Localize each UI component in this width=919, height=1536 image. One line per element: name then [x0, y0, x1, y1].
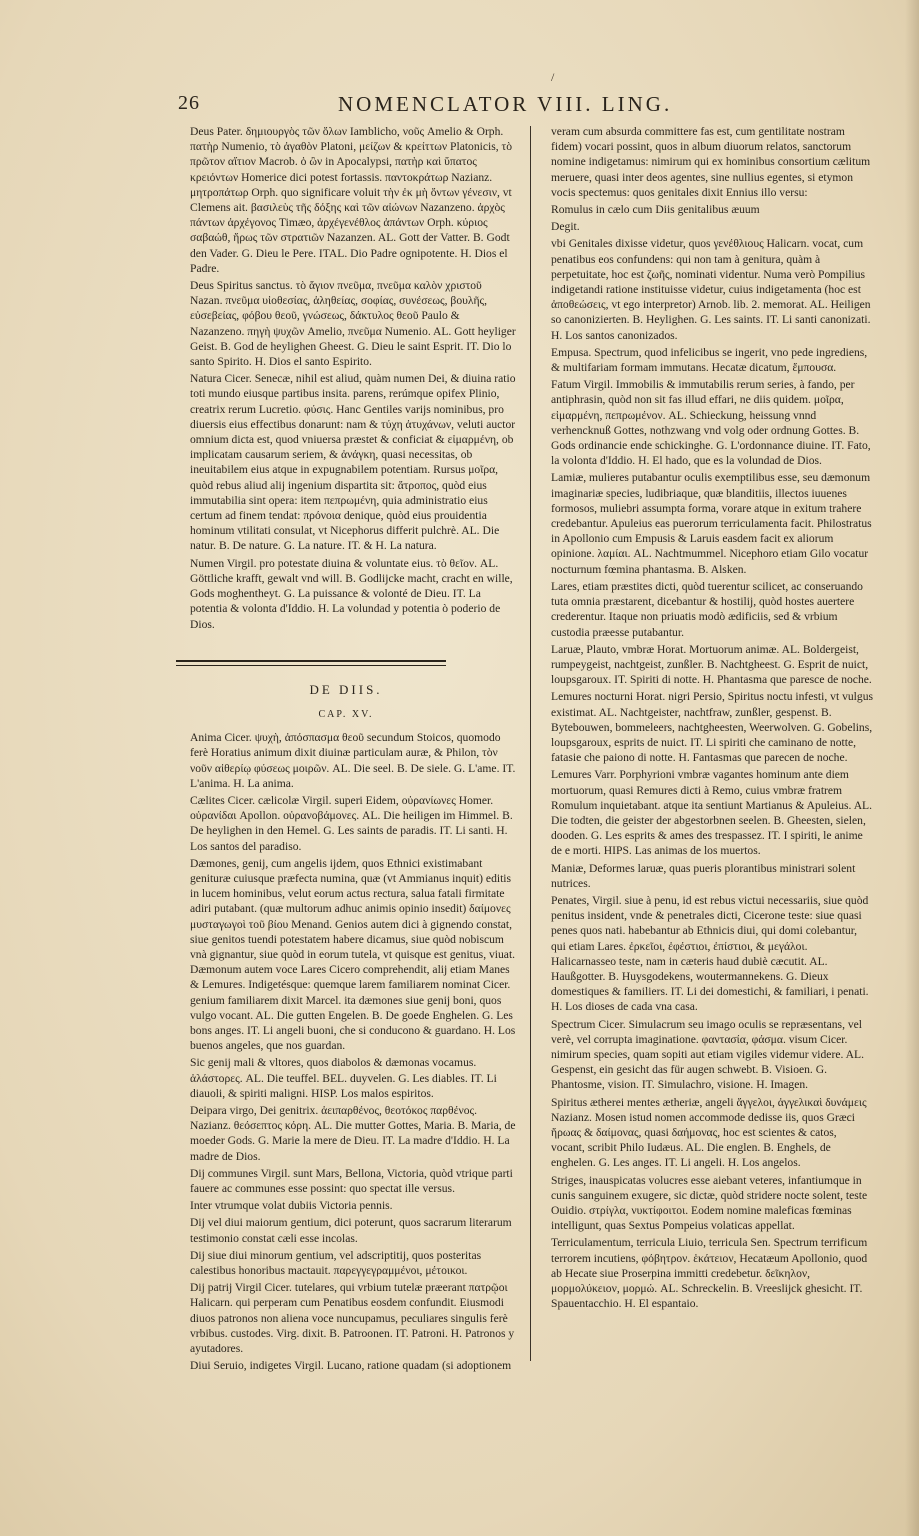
entry-lemures: Lemures Varr. Porphyrioni vmbræ vagantes hominum ante diem mortuorum, quasi Remures dicti à Remo, cuius vmbræ fratrem Romulum inquietabant. atque ita sentiunt Martianus & Apuleius. AL. Die todten, die geister der abgestorbnen seelen. B. Gheesten, sielen, dooden. G. Les esprits & ames des trespassez. IT. I spiriti, le anime de e morti. HIPS. Las animas de los muertos. [551, 768, 873, 858]
entry-striges: Striges, inauspicatas volucres esse aiebant veteres, infantiumque in cunis sanguinem exugere, sic dictæ, quòd stridere nocte solent, teste Ouidio. στρίγλα, νυκτίφοιτοι. Eodem nomine maleficas fœminas intelligunt, quas Sextus Pompeius volaticas appellat. [551, 1173, 868, 1233]
entry-ennius-verse-2: Degit. [551, 220, 580, 234]
entry-numen: Numen Virgil. pro potestate diuina & voluntate eius. τὸ θεῖον. AL. Göttliche krafft, gewalt vnd will. B. Godlijcke macht, cracht en wille, Gods moghentheyt. G. La puissance & volonté de Dieu. IT. La potentia & volonta d'Iddio. H. La volundad y potentia ò poderio de Dios. [190, 556, 513, 631]
entry-natura: Natura Cicer. Senecæ, nihil est aliud, quàm numen Dei, & diuina ratio toti mundo eiusque partibus insita. parens, rerúmque opifex Plinio, creatrix rerum Lucretio. φύσις. Hanc Gentiles varijs nominibus, pro diuersis eius effectibus donarunt: nam & τύχη ἀτυχάνων, veluti auctor omnium dicta est, quod vniuersa præstet & conficiat & εἱμαρμένη, ob implicatam causarum seriem, & ἀνάγκη, quasi necessitas, ob ineuitabilem eius atque in expugnabilem potentiam. Rursus μοῖρα, quòd rebus aliud alij ingenium dispartita sit: ἄτροπος, quòd eius immutabilia sint opera: item πεπρωμένη, quia administratio eius certum ad finem tendat: πρόνοια denique, quòd eius prouidentia hominum vtilitati consulat, vt Nicephorus differit pulchrè. AL. Die natur. B. De nature. G. La nature. IT. & H. La natura. [190, 372, 516, 553]
entry-daemones: Dæmones, genij, cum angelis ijdem, quos Ethnici existimabant genituræ cuiusque præfecta numina, quæ (vt Ammianus inquit) editis in lucem hominibus, velut eorum actus rectura, salua fatali firmitate adiri putabant. (quæ multorum adhuc animis opinio insedit) δαίμονες μυσταγωγοὶ τοῦ βίου Menand. Genios autem dici à gignendo constat, siue genitos tuendi potestatem habere dicamus, siue quòd nobiscum vnà gignantur, siue quòd in eorum tutela, vt quisque est genitus, viuat. Dæmonum autem voce Lares Cicero comprehendit, alij etiam Manes & Lemures. Indigetésque: quemque larem familiarem nominat Cicer. genium familiarem dixit Marcel. ita dæmones siue genij boni, quos vulgo vocant. AL. Die gutten Engelen. B. De goede Enghelen. G. Les bons anges. IT. Li angeli buoni, che si conducono & guardano. H. Los buenos angeles, que nos guardan. [190, 856, 516, 1053]
entry-laruae: Laruæ, Plauto, vmbræ Horat. Mortuorum animæ. AL. Boldergeist, rumpeygeist, nachtgeist, zunßler. B. Nachtgheest. G. Esprit de nuict, loupsgaroux. IT. Spiriti di notte. H. Phantasma que paresce de noche. [551, 642, 872, 687]
entry-maniae: Maniæ, Deformes laruæ, quas pueris plorantibus ministrari solent nutrices. [551, 861, 856, 890]
column-divider [530, 126, 531, 1361]
entry-lares: Lares, etiam præstites dicti, quòd tuerentur scilicet, ac conseruando tuta omnia præstarent, dicebantur & hostilij, quòd hostes auertere crederentur. Itaque non priuatis modò ædificiis, sed & vrbium custodia præesse putabantur. [551, 579, 863, 639]
entry-terriculamentum: Terriculamentum, terricula Liuio, terricula Sen. Spectrum terrificum terrorem incutiens, φόβητρον. ἑκάτειον, Hecatæum Apollonio, quod ab Hecate siue Proserpina immitti credebetur. δεῖκηλον, μορμολύκειον, μορμώ. AL. Schreckelin. B. Vreeslijck ghesicht. IT. Spauentacchio. H. El espantaio. [551, 1236, 868, 1311]
entry-spectrum: Spectrum Cicer. Simulacrum seu imago oculis se repræsentans, vel verè, vel corrupta imaginatione. φαντασία, φάσμα. visum Cicer. nimirum species, quam sopiti aut etiam vigiles videmur videre. AL. Gespenst, ein gesicht das für augen schwebt. B. Visioen. G. Phantosme, vision. IT. Simulachro, visione. H. Imagen. [551, 1017, 864, 1092]
entry-spiritus-aetherei: Spiritus ætherei mentes ætheriæ, angeli ἄγγελοι, ἀγγελικαὶ δυνάμεις Nazianz. Mosen istud nomen accommode dedisse iis, quos Græci ἥρωας & δαίμονας, quasi δαήμονας, hoc est scientes & catos, vocant, scribit Philo Iudæus. AL. Die englen. B. Enghels, de enghelen. G. Les anges. IT. Li angeli. H. Los angelos. [551, 1095, 867, 1170]
entry-caelites: Cælites Cicer. cælicolæ Virgil. superi Eidem, οὐρανίωνες Homer. οὐρανίδαι Apollon. οὐρανοβάμονες. AL. Die heiligen im Himmel. B. De heylighen in den Hemel. G. Les saints de paradis. IT. Li santi. H. Los santos del paradiso. [190, 793, 513, 853]
entry-genitales: vbi Genitales dixisse videtur, quos γενέθλιους Halicarn. vocat, cum penatibus eos confundens: qui non tam à genitura, quàm à perpetuitate, hoc est ζωῆς, nominati videntur. Numa verò Pompilius indigetandi ratione instituisse videtur, cuius indigetamenta (hoc est ἀποθεώσεις, vt ego interpretor) Arnob. lib. 2. memorat. AL. Heiligen so canonizierten. B. Heylighen. G. Les saints. IT. Li santi canonizati. H. Los santos canonizados. [551, 237, 871, 342]
entry-empusa: Empusa. Spectrum, quod infelicibus se ingerit, vno pede ingrediens, & multifariam formam immutans. Hecatæ dicatum, ἔμπουσα. [551, 345, 868, 375]
entry-anima: Anima Cicer. ψυχὴ, ἀπόσπασμα θεοῦ secundum Stoicos, quomodo ferè Horatius animum dixit diuinæ particulam auræ, & Philon, τὸν νοῦν αἰθερίῳ φύσεως μοιρῶν. AL. Die seel. B. De siele. G. L'ame. IT. L'anima. H. La anima. [190, 731, 516, 790]
entry-diui: Diui Seruio, indigetes Virgil. Lucano, ratione quadam (si adoptionem [190, 1359, 512, 1373]
entry-fatum: Fatum Virgil. Immobilis & immutabilis rerum series, à fando, per antiphrasin, quòd non sit fas illud effari, ne diis quidem. μοῖρα, εἱμαρμένη, πεπρωμένον. AL. Schieckung, heissung vnnd verhencknuß Gottes, nothzwang vnd volg oder ordnung Gottes. B. Gods ordinancie ende schickinghe. G. L'ordonnance diuine. IT. Fato, la volonta d'Iddio. H. El hado, que es la volundad de Dios. [551, 378, 871, 468]
entry-dij-maiorum: Dij vel diui maiorum gentium, dici poterunt, quos sacrarum literarum testimonio constat cæli esse incolas. [190, 1216, 512, 1245]
entry-deus-pater: Deus Pater. δημιουργὸς τῶν ὅλων Iamblicho, νοῦς Amelio & Orph. πατὴρ Numenio, τὸ ἀγαθὸν Platoni, μείζων & κρείττων Platonicis, τὸ πρῶτον αἴτιον Macrob. ὁ ὢν in Apocalypsi, πατὴρ καὶ ὕπατος κρειόντων Homerice dici potest fortassis. παντοκράτωρ Nazianz. μητροπάτωρ Orph. quo significare voluit τὴν ἐκ μὴ ὄντων γένεσιν, vt Clemens ait. βασιλεὺς τῆς δόξης καὶ τῶν αἰώνων Nazanzeno. ἀρχὸς πάντων ἀρχέγονος Timæo, ἀρχέγενέθλος ἁπάντων Orph. κύριος σαβαώθ, ἥρως τῶν στρατιῶν Nazanzen. AL. Gott der Vatter. B. Godt den Vader. G. Dieu le Pere. ITAL. Dio Padre ognipotente. H. Dios el Padre. [190, 125, 513, 275]
page-edge-shadow [905, 0, 919, 1536]
entry-verse: Inter vtrumque volat dubiis Victoria pennis. [190, 1199, 393, 1213]
page-number: 26 [178, 92, 200, 114]
section-title: DE DIIS. [309, 681, 383, 697]
entry-dij-patrij: Dij patrij Virgil Cicer. tutelares, qui vrbium tutelæ præerant πατρῷοι Halicarn. qui perperam cum Penatibus eosdem confundit. Eiusmodi diuos patronos non aliena voce nuncupamus, peculiares singulis ferè vrbibus. custodes. Virg. dixit. B. Patroonen. IT. Patroni. H. Patronos y ayutadores. [190, 1281, 515, 1356]
section-divider [176, 660, 446, 666]
page-header [0, 92, 919, 122]
entry-lamiae: Lamiæ, mulieres putabantur oculis exemptilibus esse, seu dæmonum imaginariæ species, ludibriaque, quæ blanditiis, illectos iuuenes formosos, muliebri assumpta forma, vorare atque in exitum trahere credebantur. Apuleius eas puerorum terriculamenta facit. Philostratus in Apollonio cum Empusis & Laruis easdem facit ex aliorum opinione. λαμίαι. AL. Nachtmummel. Nicephoro etiam Gilo vocatur nocturnum fœmina phantasma. B. Alsken. [551, 471, 872, 576]
entry-genij-mali: Sic genij mali & vltores, quos diabolos & dæmonas vocamus. ἀλάστορες. AL. Die teuffel. BEL. duyvelen. G. Les diables. IT. Li diauoli, & spiriti maligni. HISP. Los malos espiritos. [190, 1056, 497, 1100]
margin-mark: / [551, 70, 555, 84]
entry-dij-minorum: Dij siue diui minorum gentium, vel adscriptitij, quos posteritas calestibus honoribus mactauit. παρεγγεγραμμένοι, μέτοικοι. [190, 1248, 482, 1278]
entry-deus-spiritus: Deus Spiritus sanctus. τὸ ἅγιον πνεῦμα, πνεῦμα καλὸν χριστοῦ Nazan. πνεῦμα υἱοθεσίας, ἀληθείας, σοφίας, συνέσεως, βουλῆς, εὐσεβείας, φόβου θεοῦ, γνώσεως, δάκτυλος θεοῦ Paulo & Nazanzeno. πηγὴ ψυχῶν Amelio, πνεῦμα Numenio. AL. Gott heyliger Geist. B. God de heylighen Gheest. G. Dieu le saint Esprit. IT. Dio lo santo Spirito. H. Dios el santo Espirito. [190, 279, 516, 369]
entry-lemures-nocturni: Lemures nocturni Horat. nigri Persio, Spiritus noctu infesti, vt vulgus existimat. AL. Nachtgeister, nachtfraw, zunßler, gespenst. B. Bytebouwen, bommeleers, nachtgheesten, Weerwolven. G. Gobelins, loupsgaroux, esprits de nuict. IT. Li spiriti che caminano de notte, fatasie che paiono di notte. H. Fantasmas que parecen de noche. [551, 690, 874, 765]
entry-penates: Penates, Virgil. siue à penu, id est rebus victui necessariis, siue quòd penitus insident, vnde & penetrales dicti, Cicerone teste: siue quasi penes quos nati. habebantur ab Ethnicis diui, qui domi colebantur, qui etiam Lares. ἐρκεῖοι, ἐφέστιοι, ἐπίστιοι, & μεγάλοι. Halicarnasseo teste, nam in cæteris haud dubiè cæcutit. AL. Haußgotter. B. Huysgodekens, woutermannekens. G. Dieux domestiques & familiers. IT. Li dei domestichi, & familiari, i penati. H. Los dioses de cada vna casa. [551, 893, 869, 1014]
entry-dij-communes: Dij communes Virgil. sunt Mars, Bellona, Victoria, quòd vtrique parti fauere ac communes esse possint: quo spectat ille versus. [190, 1166, 513, 1195]
entry-deipara: Deipara virgo, Dei genitrix. ἀειπαρθένος, θεοτόκος παρθένος. Nazianz. θεόσεπτος κόρη. AL. Die mutter Gottes, Maria. B. Maria, de moeder Gods. G. Marie la mere de Dieu. IT. La madre d'Iddio. H. La madre de Dios. [190, 1103, 516, 1163]
entry-ennius-verse-1: Romulus in cælo cum Diis genitalibus æuum [551, 203, 760, 217]
chapter-heading: CAP. XV. [318, 708, 374, 720]
running-head: NOMENCLATOR VIII. LING. [338, 92, 673, 116]
entry-continuation: veram cum absurda committere fas est, cum gentilitate nostram fidem) vocari possint, quos in album diuorum relatos, sanctorum nomine indigetamus: nimirum qui ex hominibus consortium cælitum meruere, quasi inter deos agentes, sine nullius egentes, si etymon vocis spectemus: quos genitales dixit Ennius illo versu: [551, 125, 871, 199]
left-column [176, 124, 516, 1373]
right-column [537, 124, 873, 1384]
